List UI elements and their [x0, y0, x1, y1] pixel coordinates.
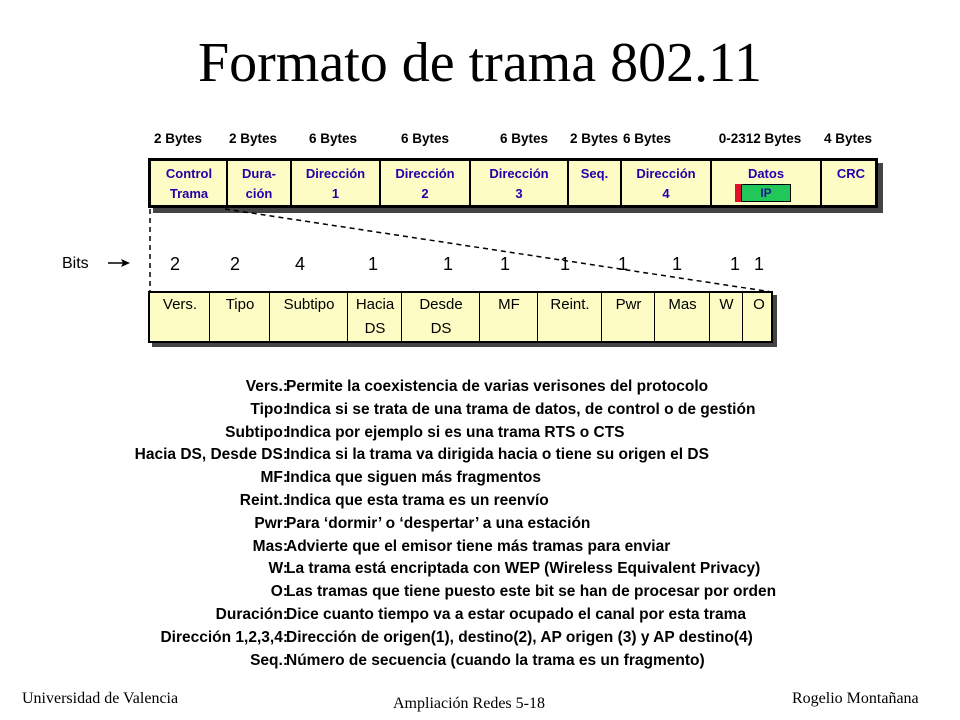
description-text: Dirección de origen(1), destino(2), AP origen (3) y AP destino(4) [286, 628, 753, 646]
description-row [40, 469, 920, 492]
control-field [210, 293, 270, 341]
control-field [538, 293, 602, 341]
frame-field-name: Dirección [489, 166, 549, 181]
description-row [40, 401, 920, 424]
frame-field-subname: 2 [421, 186, 429, 201]
frame-size-label: 6 Bytes [622, 131, 672, 146]
control-field-divider [742, 293, 743, 341]
footer-university: Universidad de Valencia [22, 690, 179, 707]
frame-size-label: 2 Bytes [153, 131, 203, 146]
control-field-divider [401, 293, 402, 341]
control-field-divider [709, 293, 710, 341]
control-field [655, 293, 710, 341]
control-field [270, 293, 348, 341]
frame-field-name: Dura- [242, 166, 276, 181]
description-text: Advierte que el emisor tiene más tramas para enviar [286, 537, 671, 555]
description-text: Permite la coexistencia de varias verisones del protocolo [286, 378, 709, 395]
frame-field-name: Seq. [580, 166, 609, 181]
bit-count: 2 [229, 254, 240, 274]
frame-field-name: Dirección [305, 166, 366, 181]
description-row [40, 446, 920, 469]
frame-control-diagram [148, 291, 773, 343]
ip-payload-box: IP [741, 184, 791, 202]
bit-count: 1 [367, 254, 378, 274]
description-term: Dirección 1,2,3,4: [160, 628, 288, 646]
description-text: Indica si la trama va dirigida hacia o tiene su origen el DS [286, 446, 709, 464]
description-row [40, 629, 920, 652]
control-field-name: W [719, 296, 734, 313]
control-field [348, 293, 402, 341]
bit-count: 1 [671, 254, 682, 274]
frame-field-name: CRC [836, 166, 866, 181]
control-field-subname: DS [430, 320, 452, 337]
description-term: MF: [260, 469, 288, 487]
bits-label: Bits [62, 255, 89, 272]
frame-field-name: Dirección [395, 166, 455, 181]
control-field-name: Reint. [550, 296, 590, 313]
bit-count: 1 [442, 254, 453, 274]
control-field-name: Mas [668, 296, 697, 313]
description-term: Vers.: [245, 378, 288, 395]
frame-field-name: Datos [747, 166, 785, 181]
frame-size-label: 6 Bytes [499, 131, 549, 146]
description-row [40, 560, 920, 583]
frame-field-subname: ción [245, 186, 273, 201]
description-term: Duración: [215, 605, 288, 623]
control-field-name: Vers. [162, 296, 198, 313]
description-row [40, 538, 920, 561]
description-term: Subtipo: [225, 423, 288, 441]
bit-count: 1 [559, 254, 570, 274]
frame-field-subname: 4 [662, 186, 670, 201]
bit-count: 2 [169, 254, 180, 274]
control-field [602, 293, 655, 341]
frame-field-name: Control [165, 166, 213, 181]
footer-course: Ampliación Redes 5-18 [393, 695, 545, 712]
description-term: W: [268, 560, 288, 578]
control-field [402, 293, 480, 341]
control-field-divider [209, 293, 210, 341]
control-field-divider [347, 293, 348, 341]
bit-count: 1 [729, 254, 740, 274]
control-field [150, 293, 210, 341]
frame-field-name: Dirección [636, 166, 696, 181]
frame-size-label: 2 Bytes [569, 131, 619, 146]
description-text: Indica que siguen más fragmentos [286, 469, 541, 487]
description-term: Mas: [252, 537, 288, 555]
description-term: Seq.: [250, 651, 288, 669]
description-term: Reint.: [239, 491, 288, 509]
description-term: Hacia DS, Desde DS: [134, 446, 288, 464]
bit-count: 1 [753, 254, 764, 274]
frame-size-label: 4 Bytes [823, 131, 873, 146]
frame-size-label: 2 Bytes [228, 131, 278, 146]
footer-author: Rogelio Montañana [792, 690, 919, 707]
description-text: La trama está encriptada con WEP (Wireless Equivalent Privacy) [286, 560, 761, 578]
control-field-name: Subtipo [283, 296, 335, 313]
description-row [40, 378, 920, 401]
description-row [40, 652, 920, 675]
control-field [710, 293, 743, 341]
bit-count: 1 [499, 254, 510, 274]
description-text: Indica si se trata de una trama de datos, de control o de gestión [286, 400, 756, 418]
control-field-name: O [753, 296, 765, 313]
description-text: Las tramas que tiene puesto este bit se han de procesar por orden [286, 583, 777, 601]
control-field-name: Hacia [355, 296, 395, 313]
control-field-name: MF [498, 296, 520, 313]
bit-count: 4 [294, 254, 305, 274]
description-text: Dice cuanto tiempo va a estar ocupado el canal por esta trama [286, 605, 746, 623]
frame-field-subname: Trama [169, 186, 209, 201]
description-term: Pwr: [254, 514, 288, 532]
description-text: Para ‘dormir’ o ‘despertar’ a una estación [286, 514, 591, 532]
frame-field-subname: 1 [331, 186, 340, 201]
description-text: Indica por ejemplo si es una trama RTS o CTS [286, 423, 625, 441]
field-descriptions [40, 378, 920, 674]
control-field-divider [479, 293, 480, 341]
frame-field-subname: 3 [515, 186, 523, 201]
control-field-name: Desde [419, 296, 463, 313]
description-row [40, 583, 920, 606]
control-field [743, 293, 775, 341]
description-term: O: [270, 583, 288, 601]
control-field-divider [269, 293, 270, 341]
description-row [40, 515, 920, 538]
control-field-divider [601, 293, 602, 341]
description-text: Indica que esta trama es un reenvío [286, 491, 549, 509]
control-field-divider [537, 293, 538, 341]
description-term: Tipo: [250, 400, 288, 418]
description-row [40, 492, 920, 515]
description-text: Número de secuencia (cuando la trama es un fragmento) [286, 651, 705, 669]
description-row [40, 606, 920, 629]
frame-size-label: 0-2312 Bytes [718, 131, 802, 146]
control-field-name: Tipo [225, 296, 255, 313]
control-field-name: Pwr [615, 296, 642, 313]
slide-title: Formato de trama 802.11 [197, 32, 763, 94]
frame-size-label: 6 Bytes [308, 131, 358, 146]
control-field-subname: DS [364, 320, 386, 337]
description-row [40, 424, 920, 447]
frame-size-label: 6 Bytes [400, 131, 450, 146]
control-field [480, 293, 538, 341]
bit-count: 1 [617, 254, 628, 274]
control-field-divider [654, 293, 655, 341]
